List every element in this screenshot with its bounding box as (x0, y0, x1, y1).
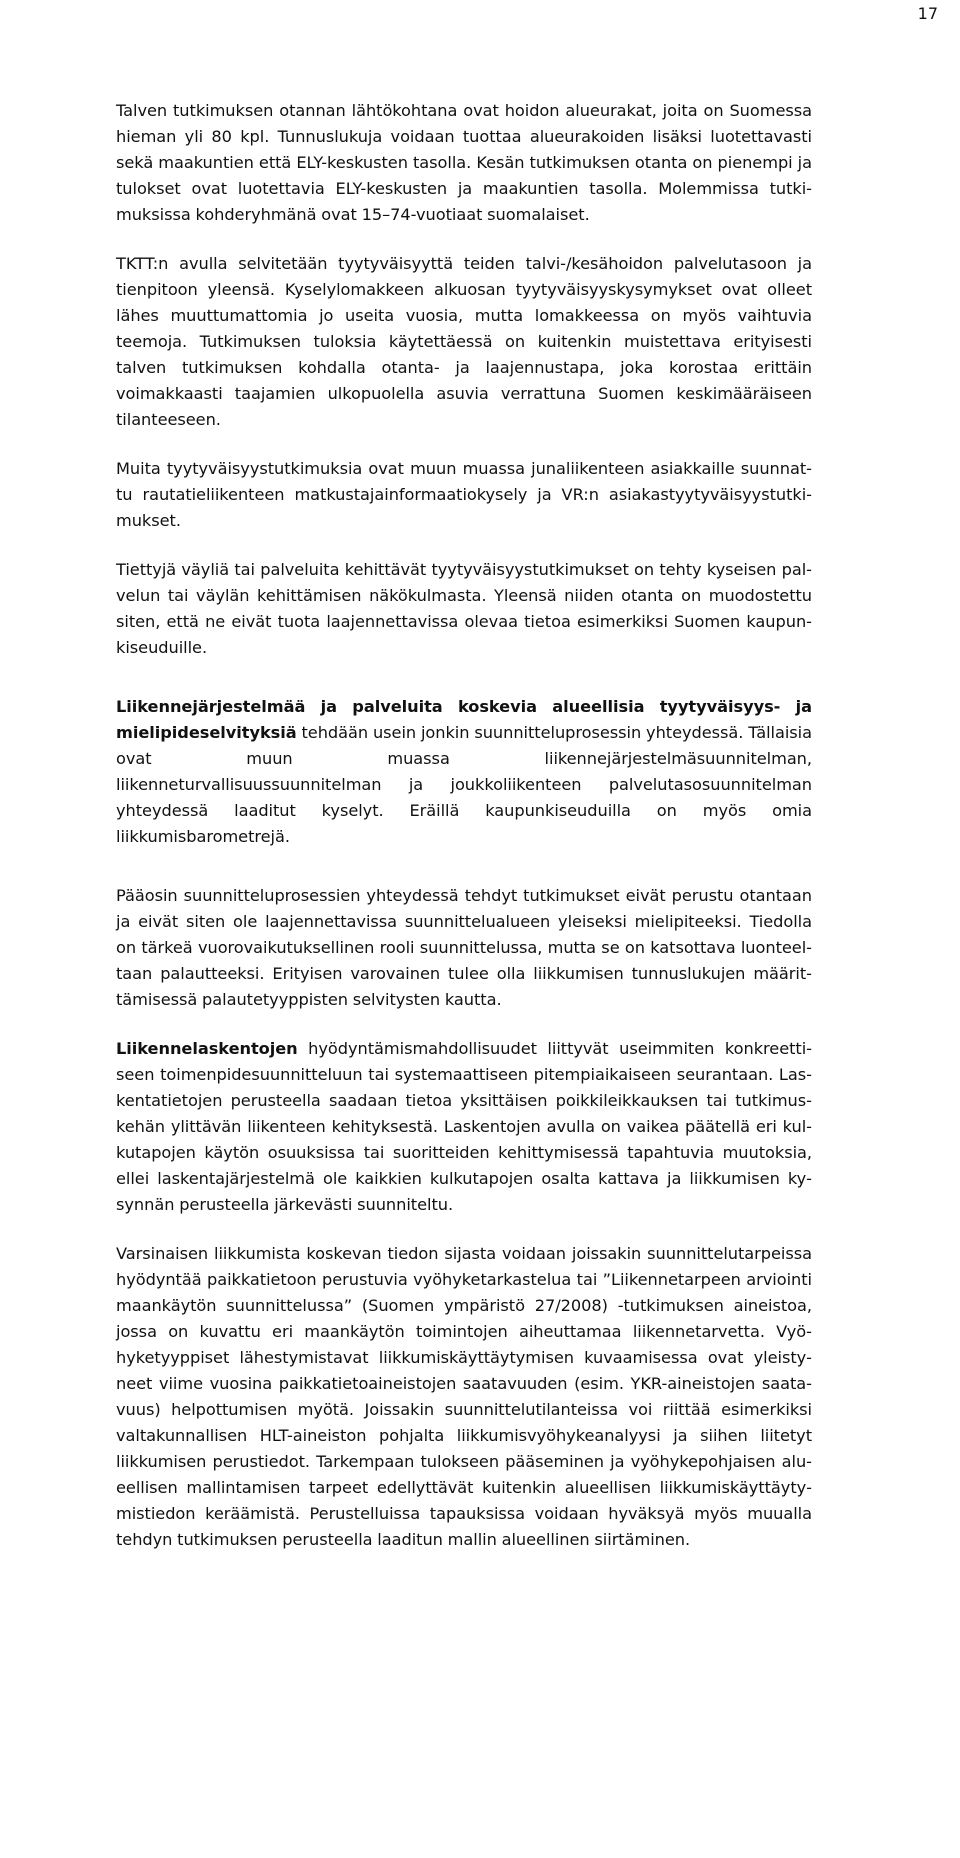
paragraph-lead-term: Liikennejärjestelmää ja palveluita koskevia alueellisia tyytyväisyys- ja mielipideselvityksiä (116, 697, 812, 742)
paragraph-text: Tiettyjä väyliä tai palveluita kehittävät tyytyväisyystutkimukset on tehty kyseisen palvelun tai väylän kehittämisen näkökulmasta. Yleensä niiden otanta on muodostettu siten, että ne eivät tuota laajennettavissa olevaa tietoa esimerkiksi Suomen kaupunkiseuduille. (116, 560, 812, 657)
paragraph-text: TKTT:n avulla selvitetään tyytyväisyyttä teiden talvi-/kesähoidon palvelutasoon ja tienpitoon yleensä. Kyselylomakkeen alkuosan tyytyväisyyskysymykset ovat olleet lähes muuttumattomia jo useita vuosia, mutta lomakkeessa on myös vaihtuvia teemoja. Tutkimuksen tuloksia käytettäessä on kuitenkin muistettava erityisesti talven tutkimuksen kohdalla otanta- ja laajennustapa, joka korostaa erittäin voimakkaasti taajamien ulkopuolella asuvia verrattuna Suomen keskimääräiseen tilanteeseen. (116, 254, 812, 429)
paragraph-planning-process (116, 883, 812, 1013)
paragraph-route-surveys (116, 557, 812, 661)
paragraph-text: hyödyntämismahdollisuudet liittyvät useimmiten konkreettiseen toimenpidesuunnitteluun tai systemaattiseen pitempiaikaiseen seurantaan. Laskentatietojen perusteella saadaan tietoa yksittäisen poikkileikkauksen tai tutkimuskehän ylittävän liikenteen kehityksestä. Laskentojen avulla on vaikea päätellä eri kulkutapojen käytön osuuksissa tai suoritteiden kehittymisessä tapahtuvia muutoksia, ellei laskentajärjestelmä ole kaikkien kulkutapojen osalta kattava ja liikkumisen kysynnän perusteella järkevästi suunniteltu. (116, 1039, 812, 1214)
paragraph-regional-surveys (116, 694, 812, 850)
paragraph-text: Muita tyytyväisyystutkimuksia ovat muun muassa junaliikenteen asiakkaille suunnattu rautatieliikenteen matkustajainformaatiokysely ja VR:n asiakastyytyväisyystutkimukset. (116, 459, 812, 530)
paragraph-text: Varsinaisen liikkumista koskevan tiedon sijasta voidaan joissakin suunnittelutarpeissa hyödyntää paikkatietoon perustuvia vyöhyketarkastelua tai ”Liikennetarpeen arviointi maankäytön suunnittelussa” (Suomen ympäristö 27/2008) -tutkimuksen aineistoa, jossa on kuvattu eri maankäytön toimintojen aiheuttamaa liikennetarvetta. Vyöhyketyyppiset lähestymistavat liikkumiskäyttäytymisen kuvaamisessa ovat yleistyneet viime vuosina paikkatietoaineistojen saatavuuden (esim. YKR-aineistojen saatavuus) helpottumisen myötä. Joissakin suunnittelutilanteissa voi riittää esimerkiksi valtakunnallisen HLT-aineiston pohjalta liikkumisvyöhykeanalyysi ja siihen liitetyt liikkumisen perustiedot. Tarkempaan tulokseen pääseminen ja vyöhykepohjaisen alueellisen mallintamisen tarpeet edellyttävät kuitenkin alueellisen liikkumiskäyttäytymistiedon keräämistä. Perustelluissa tapauksissa voidaan hyväksyä myös muualla tehdyn tutkimuksen perusteella laaditun mallin alueellinen siirtäminen. (116, 1244, 812, 1549)
paragraph-lead-term: Liikennelaskentojen (116, 1039, 298, 1058)
paragraph-gis-zones (116, 1241, 812, 1553)
page-number: 17 (917, 4, 938, 23)
paragraph-text: tehdään usein jonkin suunnitteluprosessin yhteydessä. Tällaisia ovat muun muassa liikennejärjestelmäsuunnitelman, liikenneturvallisuussuunnitelman ja joukkoliikenteen palvelutasosuunnitelman yhteydessä laaditut kyselyt. Eräillä kaupunkiseuduilla on myös omia liikkumisbarometrejä. (116, 723, 812, 846)
paragraph-text: Pääosin suunnitteluprosessien yhteydessä tehdyt tutkimukset eivät perustu otantaan ja eivät siten ole laajennettavissa suunnittelualueen yleiseksi mielipiteeksi. Tiedolla on tärkeä vuorovaikutuksellinen rooli suunnittelussa, mutta se on katsottava luonteeltaan palautteeksi. Erityisen varovainen tulee olla liikkumisen tunnuslukujen määrittämisessä palautetyyppisten selvitysten kautta. (116, 886, 812, 1009)
paragraph-text: Talven tutkimuksen otannan lähtökohtana ovat hoidon alueurakat, joita on Suomessa hieman yli 80 kpl. Tunnuslukuja voidaan tuottaa alueurakoiden lisäksi luotettavasti sekä maakuntien että ELY-keskusten tasolla. Kesän tutkimuksen otanta on pienempi ja tulokset ovat luotettavia ELY-keskusten ja maakuntien tasolla. Molemmissa tutkimuksissa kohderyhmänä ovat 15–74-vuotiaat suomalaiset. (116, 101, 812, 224)
paragraph-other-surveys (116, 456, 812, 534)
paragraph-tktt (116, 251, 812, 433)
paragraph-sampling (116, 98, 812, 228)
paragraph-traffic-counts (116, 1036, 812, 1218)
body-text (116, 98, 812, 1576)
